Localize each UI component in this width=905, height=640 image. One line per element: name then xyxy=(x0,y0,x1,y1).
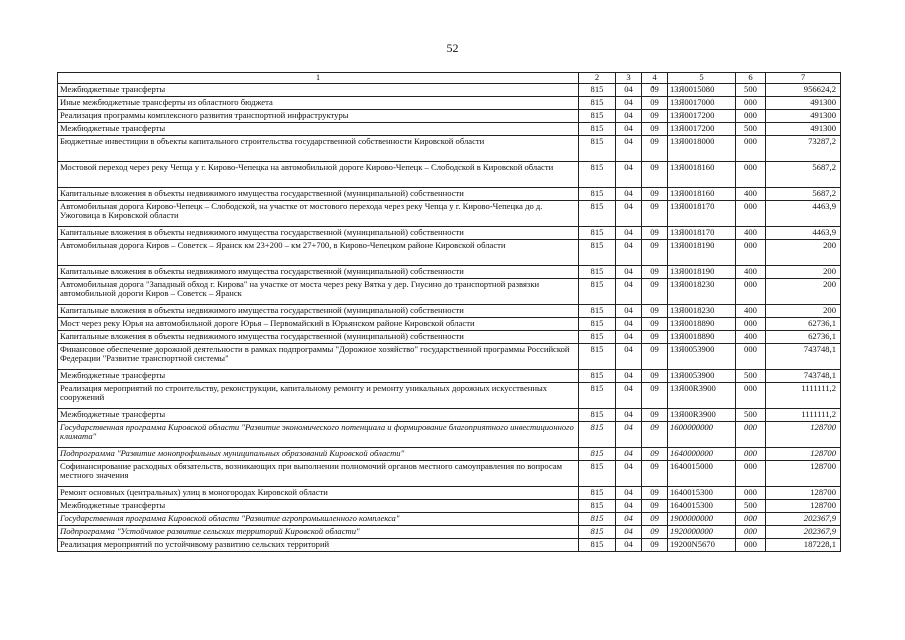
table-row xyxy=(58,318,841,331)
row-c6: 000 xyxy=(736,110,766,123)
row-c7: 491300 xyxy=(766,123,841,136)
row-description: Автомобильная дорога "Западный обход г. Кирова" на участке от моста через реку Вятка у дер. Гнусино до транспортной развязки автомобильной дороги Киров – Советск – Яранск xyxy=(58,279,579,305)
row-description: Капитальные вложения в объекты недвижимого имущества государственной (муниципальной) собственности xyxy=(58,188,579,201)
header-cell: 2 xyxy=(579,73,616,84)
row-c5: 1640015300 xyxy=(668,487,736,500)
row-c4: 09 xyxy=(642,305,668,318)
row-description: Государственная программа Кировской области "Развитие агропромышленного комплекса" xyxy=(58,513,579,526)
row-c7: 200 xyxy=(766,279,841,305)
table-row xyxy=(58,305,841,318)
row-c7: 128700 xyxy=(766,500,841,513)
header-cell: 6 xyxy=(736,73,766,84)
row-c4: 09 xyxy=(642,123,668,136)
row-c6: 400 xyxy=(736,188,766,201)
row-c2: 815 xyxy=(579,487,616,500)
row-c5: 1900000000 xyxy=(668,513,736,526)
row-c2: 815 xyxy=(579,539,616,552)
row-c2: 815 xyxy=(579,123,616,136)
row-c4: 09 xyxy=(642,487,668,500)
row-c3: 04 xyxy=(616,279,642,305)
row-c2: 815 xyxy=(579,409,616,422)
table-row xyxy=(58,84,841,97)
row-c3: 04 xyxy=(616,500,642,513)
row-c7: 73287,2 xyxy=(766,136,841,162)
row-c3: 04 xyxy=(616,409,642,422)
row-c7: 200 xyxy=(766,240,841,266)
row-c3: 04 xyxy=(616,110,642,123)
row-c6: 500 xyxy=(736,370,766,383)
row-c7: 202367,9 xyxy=(766,513,841,526)
table-row xyxy=(58,279,841,305)
row-description: Автомобильная дорога Кирово-Чепецк – Слободской, на участке от мостового перехода через реку Чепца у г. Кирово-Чепецка до д. Ужоговица в Кировской области xyxy=(58,201,579,227)
table-row xyxy=(58,136,841,162)
row-c2: 815 xyxy=(579,266,616,279)
row-c5: 13Я0018890 xyxy=(668,331,736,344)
row-c2: 815 xyxy=(579,110,616,123)
row-c6: 000 xyxy=(736,240,766,266)
row-c3: 04 xyxy=(616,266,642,279)
row-c7: 187228,1 xyxy=(766,539,841,552)
row-c2: 815 xyxy=(579,279,616,305)
row-description: Финансовое обеспечение дорожной деятельности в рамках подпрограммы "Дорожное хозяйство" государственной программы Российской Федерации "Развитие транспортной системы" xyxy=(58,344,579,370)
row-description: Бюджетные инвестиции в объекты капитального строительства государственной собственности Кировской области xyxy=(58,136,579,162)
row-description: Мостовой переход через реку Чепца у г. Кирово-Чепецка на автомобильной дороге Кирово-Чепецк – Слободской в Кировской области xyxy=(58,162,579,188)
row-c6: 400 xyxy=(736,305,766,318)
row-c2: 815 xyxy=(579,461,616,487)
row-c3: 04 xyxy=(616,188,642,201)
row-c2: 815 xyxy=(579,162,616,188)
row-c6: 500 xyxy=(736,84,766,97)
table-row xyxy=(58,162,841,188)
row-c2: 815 xyxy=(579,201,616,227)
row-c3: 04 xyxy=(616,526,642,539)
row-c4: 09 xyxy=(642,240,668,266)
row-c2: 815 xyxy=(579,331,616,344)
row-c6: 000 xyxy=(736,526,766,539)
row-c4: 09 xyxy=(642,331,668,344)
row-c4: 09 xyxy=(642,422,668,448)
row-c7: 956624,2 xyxy=(766,84,841,97)
row-c6: 500 xyxy=(736,123,766,136)
row-c6: 000 xyxy=(736,487,766,500)
row-c4: 09 xyxy=(642,136,668,162)
row-description: Межбюджетные трансферты xyxy=(58,500,579,513)
row-c4: 09 xyxy=(642,539,668,552)
row-c3: 04 xyxy=(616,123,642,136)
table-row xyxy=(58,266,841,279)
row-c3: 04 xyxy=(616,539,642,552)
row-c2: 815 xyxy=(579,422,616,448)
row-c2: 815 xyxy=(579,370,616,383)
row-description: Капитальные вложения в объекты недвижимого имущества государственной (муниципальной) собственности xyxy=(58,227,579,240)
row-c5: 13Я0018190 xyxy=(668,240,736,266)
row-c6: 000 xyxy=(736,513,766,526)
table-row xyxy=(58,461,841,487)
row-c3: 04 xyxy=(616,383,642,409)
row-c7: 1111111,2 xyxy=(766,409,841,422)
row-c3: 04 xyxy=(616,513,642,526)
row-description: Реализация программы комплексного развития транспортной инфраструктуры xyxy=(58,110,579,123)
row-c2: 815 xyxy=(579,188,616,201)
row-c7: 202367,9 xyxy=(766,526,841,539)
row-c6: 500 xyxy=(736,409,766,422)
row-c2: 815 xyxy=(579,84,616,97)
row-c4: 09 xyxy=(642,318,668,331)
row-c4: 09 xyxy=(642,279,668,305)
header-cell: 3 xyxy=(616,73,642,84)
row-description: Государственная программа Кировской области "Развитие экономического потенциала и формирование благоприятного инвестиционного климата" xyxy=(58,422,579,448)
row-description: Капитальные вложения в объекты недвижимого имущества государственной (муниципальной) собственности xyxy=(58,266,579,279)
row-c3: 04 xyxy=(616,201,642,227)
row-description: Подпрограмма "Устойчивое развитие сельских территорий Кировской области" xyxy=(58,526,579,539)
row-c7: 5687,2 xyxy=(766,162,841,188)
row-c2: 815 xyxy=(579,227,616,240)
row-description: Подпрограмма "Развитие монопрофильных муниципальных образований Кировской области" xyxy=(58,448,579,461)
row-c3: 04 xyxy=(616,422,642,448)
row-c7: 1111111,2 xyxy=(766,383,841,409)
row-c2: 815 xyxy=(579,448,616,461)
row-c3: 04 xyxy=(616,370,642,383)
row-c4: 09 xyxy=(642,500,668,513)
page-number: 52 xyxy=(446,41,459,55)
row-c2: 815 xyxy=(579,305,616,318)
row-c3: 04 xyxy=(616,162,642,188)
row-c6: 000 xyxy=(736,97,766,110)
table-body xyxy=(58,84,841,552)
row-c4: 09 xyxy=(642,448,668,461)
row-c2: 815 xyxy=(579,318,616,331)
row-c2: 815 xyxy=(579,500,616,513)
row-c5: 13Я0018160 xyxy=(668,162,736,188)
row-description: Реализация мероприятий по устойчивому развитию сельских территорий xyxy=(58,539,579,552)
row-c5: 1640015300 xyxy=(668,500,736,513)
row-c6: 000 xyxy=(736,422,766,448)
row-c2: 815 xyxy=(579,513,616,526)
row-c4: 09 xyxy=(642,409,668,422)
row-c7: 743748,1 xyxy=(766,370,841,383)
row-c4: 09 xyxy=(642,513,668,526)
table-row xyxy=(58,448,841,461)
row-description: Реализация мероприятий по строительству, реконструкции, капитальному ремонту и ремонту уникальных дорожных искусственных сооружений xyxy=(58,383,579,409)
row-c5: 13Я0053900 xyxy=(668,344,736,370)
row-c5: 13Я0018230 xyxy=(668,279,736,305)
table-row xyxy=(58,344,841,370)
table-row xyxy=(58,201,841,227)
row-c5: 13Я0018190 xyxy=(668,266,736,279)
row-description: Мост через реку Юрья на автомобильной дороге Юрья – Первомайский в Юрьянском районе Кировской области xyxy=(58,318,579,331)
row-c4: 09 xyxy=(642,188,668,201)
row-c7: 491300 xyxy=(766,97,841,110)
row-c5: 13Я0018160 xyxy=(668,188,736,201)
table-row xyxy=(58,500,841,513)
row-description: Межбюджетные трансферты xyxy=(58,84,579,97)
row-c5: 13Я0018890 xyxy=(668,318,736,331)
row-c5: 13Я0017000 xyxy=(668,97,736,110)
row-c6: 000 xyxy=(736,448,766,461)
row-c7: 128700 xyxy=(766,448,841,461)
row-c6: 000 xyxy=(736,136,766,162)
table-row xyxy=(58,97,841,110)
row-c6: 000 xyxy=(736,539,766,552)
row-c4: 09 xyxy=(642,266,668,279)
row-c3: 04 xyxy=(616,487,642,500)
row-c4: 09 xyxy=(642,461,668,487)
row-c6: 500 xyxy=(736,500,766,513)
row-c5: 13Я0018000 xyxy=(668,136,736,162)
row-c3: 04 xyxy=(616,305,642,318)
row-c2: 815 xyxy=(579,344,616,370)
row-description: Софинансирование расходных обязательств, возникающих при выполнении полномочий органов местного самоуправления по вопросам местного значения xyxy=(58,461,579,487)
row-c7: 62736,1 xyxy=(766,331,841,344)
row-c2: 815 xyxy=(579,136,616,162)
row-c3: 04 xyxy=(616,448,642,461)
row-c7: 200 xyxy=(766,305,841,318)
row-description: Капитальные вложения в объекты недвижимого имущества государственной (муниципальной) собственности xyxy=(58,331,579,344)
row-c7: 128700 xyxy=(766,487,841,500)
row-c5: 13Я0015080 xyxy=(668,84,736,97)
row-c5: 1640000000 xyxy=(668,448,736,461)
table-row xyxy=(58,526,841,539)
row-c3: 04 xyxy=(616,136,642,162)
header-cell: 4 xyxy=(642,73,668,84)
row-c5: 19200N5670 xyxy=(668,539,736,552)
row-c5: 13Я0053900 xyxy=(668,370,736,383)
row-c7: 743748,1 xyxy=(766,344,841,370)
table-row xyxy=(58,409,841,422)
row-c4: 09 xyxy=(642,383,668,409)
row-c3: 04 xyxy=(616,344,642,370)
row-description: Межбюджетные трансферты xyxy=(58,409,579,422)
row-c7: 200 xyxy=(766,266,841,279)
row-c6: 000 xyxy=(736,461,766,487)
row-c6: 000 xyxy=(736,318,766,331)
row-c4: 09 xyxy=(642,344,668,370)
row-c4: 09 xyxy=(642,526,668,539)
row-c5: 13Я0017200 xyxy=(668,110,736,123)
row-c3: 04 xyxy=(616,240,642,266)
row-c6: 400 xyxy=(736,331,766,344)
row-description: Межбюджетные трансферты xyxy=(58,123,579,136)
row-c5: 1640015000 xyxy=(668,461,736,487)
row-description: Ремонт основных (центральных) улиц в моногородах Кировской области xyxy=(58,487,579,500)
row-c3: 04 xyxy=(616,461,642,487)
table-row xyxy=(58,487,841,500)
table-row xyxy=(58,513,841,526)
header-cell: 5 xyxy=(668,73,736,84)
row-c4: 09 xyxy=(642,97,668,110)
row-description: Межбюджетные трансферты xyxy=(58,370,579,383)
row-c2: 815 xyxy=(579,526,616,539)
row-c4: 09 xyxy=(642,227,668,240)
row-c5: 13Я0018170 xyxy=(668,201,736,227)
row-c5: 13Я0017200 xyxy=(668,123,736,136)
row-c3: 04 xyxy=(616,227,642,240)
table-row xyxy=(58,539,841,552)
header-cell: 1 xyxy=(58,73,579,84)
table-row xyxy=(58,240,841,266)
row-c5: 1920000000 xyxy=(668,526,736,539)
row-c3: 04 xyxy=(616,84,642,97)
table-row xyxy=(58,370,841,383)
row-c6: 000 xyxy=(736,279,766,305)
row-c5: 13Я00R3900 xyxy=(668,409,736,422)
row-c5: 13Я0018170 xyxy=(668,227,736,240)
row-c7: 5687,2 xyxy=(766,188,841,201)
row-c7: 128700 xyxy=(766,422,841,448)
row-c2: 815 xyxy=(579,240,616,266)
row-c6: 000 xyxy=(736,383,766,409)
row-c7: 62736,1 xyxy=(766,318,841,331)
row-c7: 128700 xyxy=(766,461,841,487)
table-row xyxy=(58,331,841,344)
budget-table xyxy=(57,72,841,552)
row-c3: 04 xyxy=(616,97,642,110)
row-c4: 09 xyxy=(642,162,668,188)
row-c4: 09 xyxy=(642,370,668,383)
row-c3: 04 xyxy=(616,331,642,344)
row-c6: 000 xyxy=(736,162,766,188)
table-row xyxy=(58,123,841,136)
row-c7: 491300 xyxy=(766,110,841,123)
row-description: Автомобильная дорога Киров – Советск – Яранск км 23+200 – км 27+700, в Кирово-Чепецком районе Кировской области xyxy=(58,240,579,266)
table-row xyxy=(58,110,841,123)
row-c4: 09 xyxy=(642,84,668,97)
row-c6: 400 xyxy=(736,227,766,240)
row-c7: 4463,9 xyxy=(766,227,841,240)
header-row xyxy=(58,73,841,84)
row-c6: 000 xyxy=(736,344,766,370)
table-row xyxy=(58,383,841,409)
row-description: Иные межбюджетные трансферты из областного бюджета xyxy=(58,97,579,110)
row-c5: 13Я0018230 xyxy=(668,305,736,318)
row-c3: 04 xyxy=(616,318,642,331)
row-c6: 000 xyxy=(736,201,766,227)
row-c4: 09 xyxy=(642,201,668,227)
table-row xyxy=(58,227,841,240)
row-c2: 815 xyxy=(579,97,616,110)
header-cell: 7 xyxy=(766,73,841,84)
table-row xyxy=(58,422,841,448)
row-c2: 815 xyxy=(579,383,616,409)
table-row xyxy=(58,188,841,201)
row-c4: 09 xyxy=(642,110,668,123)
row-c5: 13Я00R3900 xyxy=(668,383,736,409)
row-description: Капитальные вложения в объекты недвижимого имущества государственной (муниципальной) собственности xyxy=(58,305,579,318)
row-c7: 4463,9 xyxy=(766,201,841,227)
row-c6: 400 xyxy=(736,266,766,279)
row-c5: 1600000000 xyxy=(668,422,736,448)
